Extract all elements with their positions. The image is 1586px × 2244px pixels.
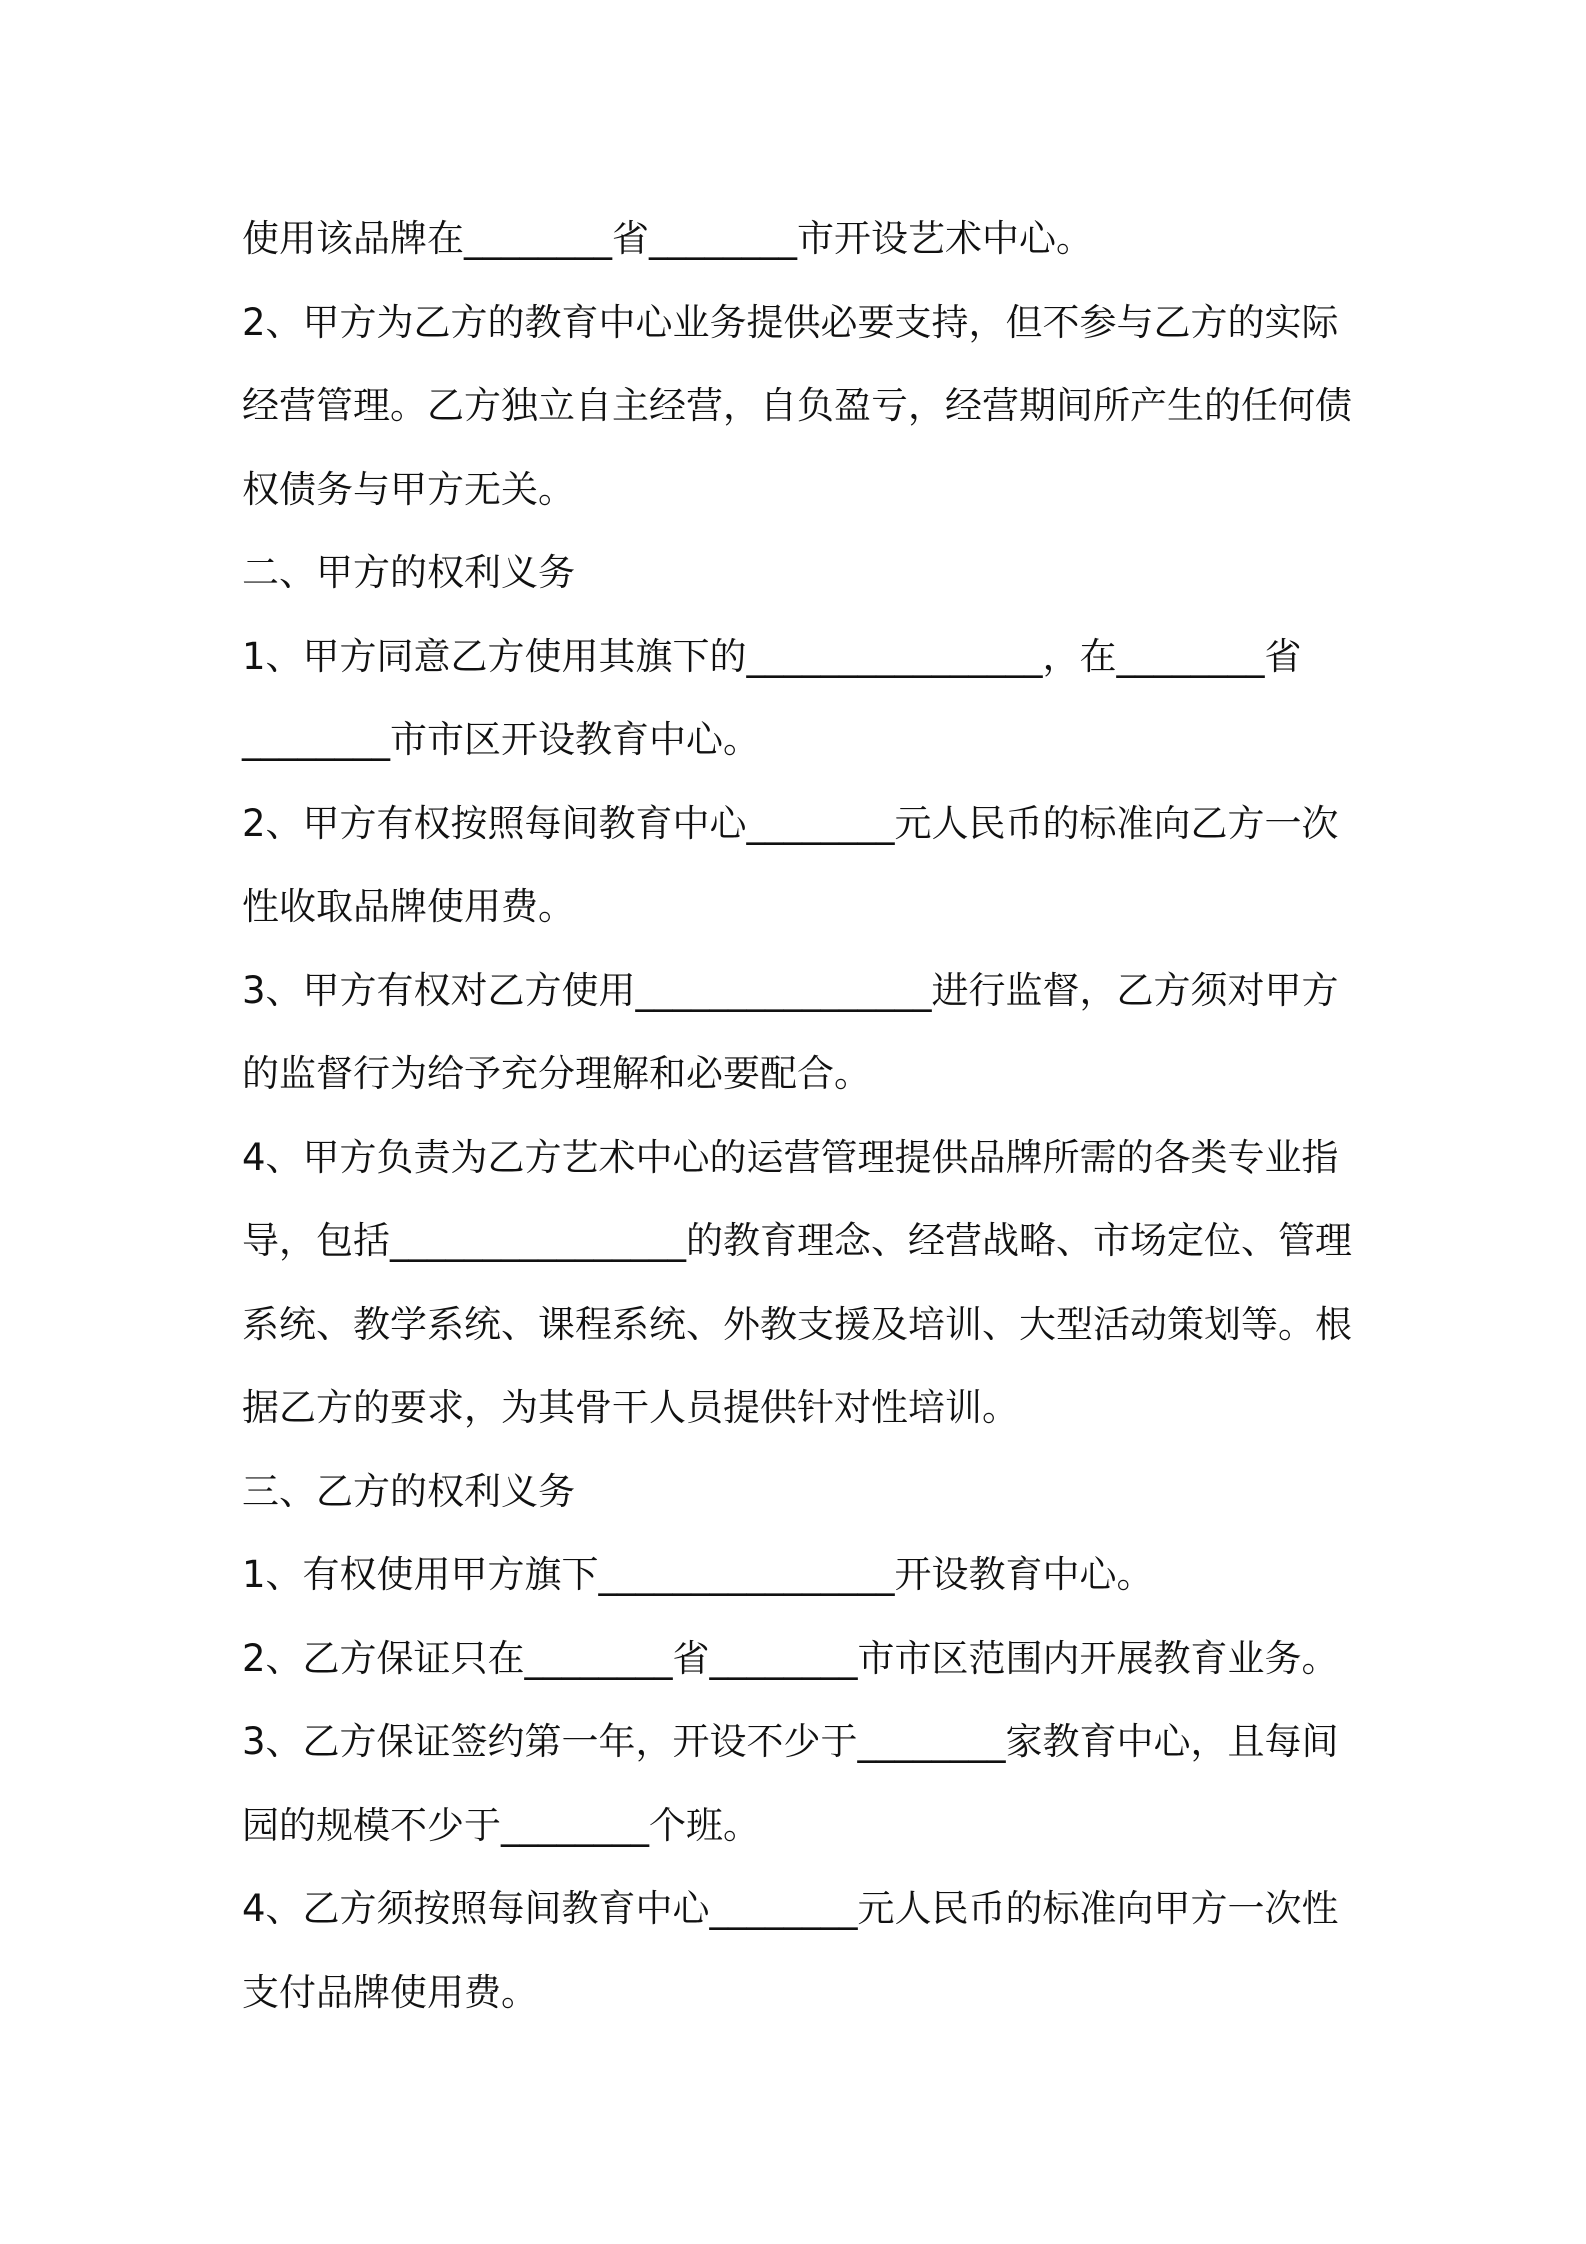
text-line: 的监督行为给予充分理解和必要配合。 [242,1052,871,1095]
text-line: 据乙方的要求，为其骨干人员提供针对性培训。 [242,1386,1019,1429]
text-line: 经营管理。乙方独立自主经营，自负盈亏，经营期间所产生的任何债 [242,384,1352,427]
text-line: 使用该品牌在________省________市开设艺术中心。 [242,217,1093,260]
text-line: 权债务与甲方无关。 [242,467,575,511]
text-line: 1、甲方同意乙方使用其旗下的________________，在________省 [242,634,1302,678]
text-line: 1、有权使用甲方旗下________________开设教育中心。 [242,1553,1154,1596]
text-line: 2、乙方保证只在________省________市市区范围内开展教育业务。 [242,1636,1339,1680]
section-heading: 二、甲方的权利义务 [242,551,575,594]
text-line: 4、乙方须按照每间教育中心________元人民币的标准向甲方一次性 [242,1887,1339,1930]
text-line: 性收取品牌使用费。 [242,885,575,928]
section-heading: 三、乙方的权利义务 [242,1469,575,1513]
document-body [242,197,1362,2034]
text-line: 2、甲方有权按照每间教育中心________元人民币的标准向乙方一次 [242,801,1339,845]
text-line: 3、乙方保证签约第一年，开设不少于________家教育中心，且每间 [242,1720,1339,1763]
text-line: 园的规模不少于________个班。 [242,1803,760,1847]
text-line: 3、甲方有权对乙方使用________________进行监督，乙方须对甲方 [242,968,1339,1012]
text-line: 4、甲方负责为乙方艺术中心的运营管理提供品牌所需的各类专业指 [242,1135,1339,1179]
text-line: ________市市区开设教育中心。 [242,718,760,761]
text-line: 2、甲方为乙方的教育中心业务提供必要支持，但不参与乙方的实际 [242,300,1339,344]
text-line: 支付品牌使用费。 [242,1970,538,2014]
text-line: 导，包括________________的教育理念、经营战略、市场定位、管理 [242,1219,1352,1262]
text-line: 系统、教学系统、课程系统、外教支援及培训、大型活动策划等。根 [242,1302,1352,1346]
